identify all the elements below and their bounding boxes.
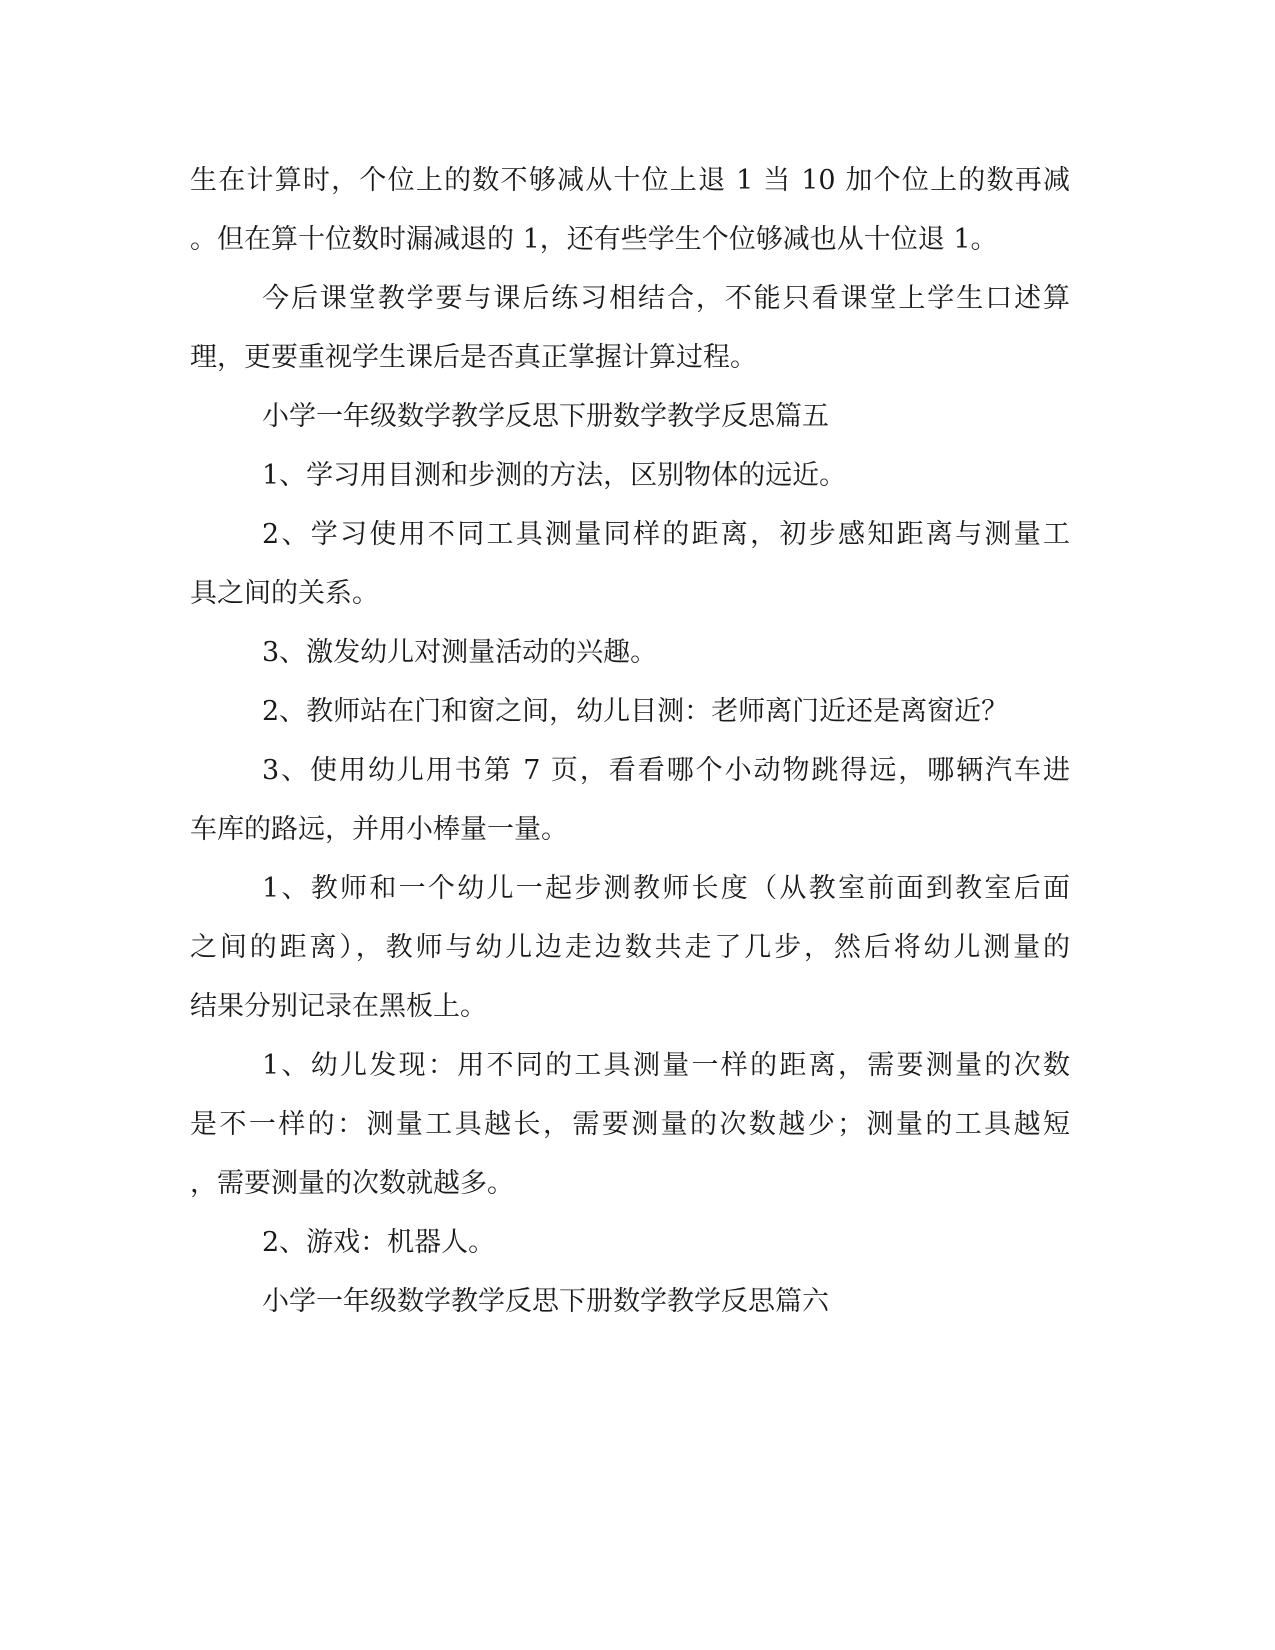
section-heading: 小学一年级数学教学反思下册数学教学反思篇五 xyxy=(262,401,829,432)
text-line: 1、幼儿发现：用不同的工具测量一样的距离，需要测量的次数 xyxy=(262,1050,1070,1081)
text-line: 1、教师和一个幼儿一起步测教师长度（从教室前面到教室后面 xyxy=(262,873,1070,904)
text-line: 3、激发幼儿对测量活动的兴趣。 xyxy=(262,637,658,668)
text-line: 今后课堂教学要与课后练习相结合，不能只看课堂上学生口述算 xyxy=(262,283,1070,314)
text-line: 2、学习使用不同工具测量同样的距离，初步感知距离与测量工 xyxy=(262,519,1070,550)
text-line: ，需要测量的次数就越多。 xyxy=(190,1168,514,1199)
text-line: 生在计算时，个位上的数不够减从十位上退 1 当 10 加个位上的数再减 xyxy=(190,165,1070,196)
text-line: 车库的路远，并用小棒量一量。 xyxy=(190,814,568,845)
text-line: 1、学习用目测和步测的方法，区别物体的远近。 xyxy=(262,460,847,491)
text-line: 理，更要重视学生课后是否真正掌握计算过程。 xyxy=(190,342,757,373)
text-line: 3、使用幼儿用书第 7 页，看看哪个小动物跳得远，哪辆汽车进 xyxy=(262,755,1070,786)
text-line: 之间的距离），教师与幼儿边走边数共走了几步，然后将幼儿测量的 xyxy=(190,932,1070,963)
section-heading: 小学一年级数学教学反思下册数学教学反思篇六 xyxy=(262,1286,829,1317)
text-line: 结果分别记录在黑板上。 xyxy=(190,991,487,1022)
text-line: 2、教师站在门和窗之间，幼儿目测：老师离门近还是离窗近？ xyxy=(262,696,1009,727)
text-line: 具之间的关系。 xyxy=(190,578,379,609)
text-line: 2、游戏：机器人。 xyxy=(262,1227,496,1258)
text-line: 。但在算十位数时漏减退的 1，还有些学生个位够减也从十位退 1。 xyxy=(190,224,998,255)
text-line: 是不一样的：测量工具越长，需要测量的次数越少；测量的工具越短 xyxy=(190,1109,1070,1140)
